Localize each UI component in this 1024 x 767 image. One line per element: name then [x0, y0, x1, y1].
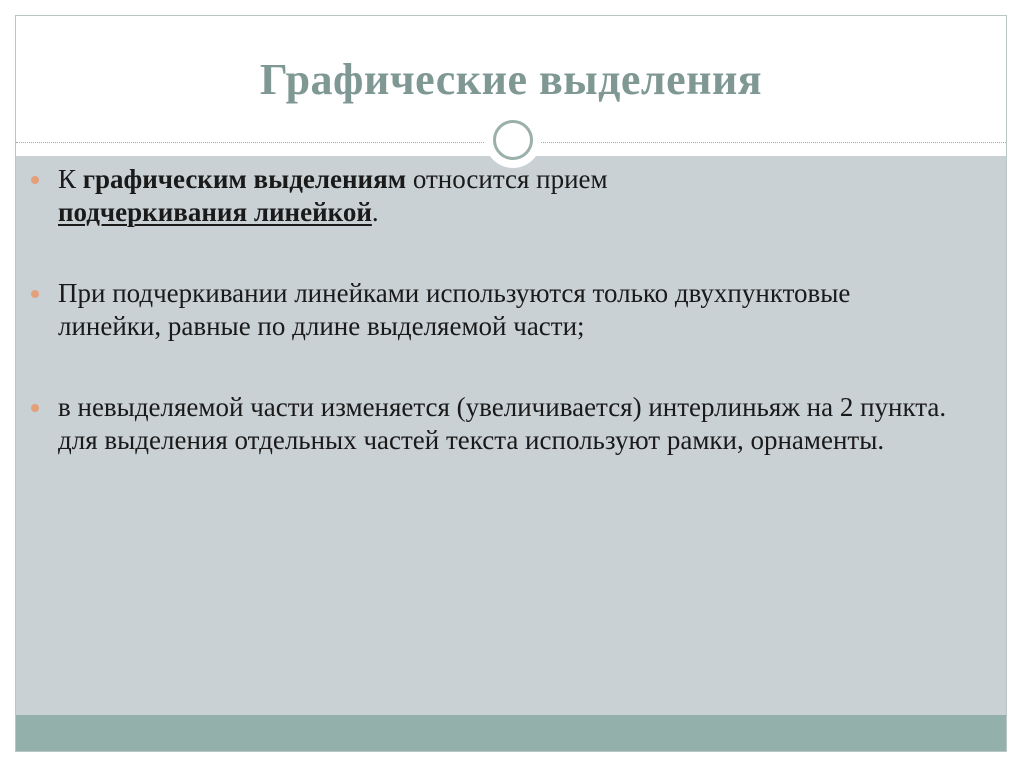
- footer-band: [16, 715, 1006, 751]
- bullet-bold-term: графическим выделениям: [82, 164, 407, 194]
- slide-title: Графические выделения: [259, 55, 763, 104]
- bullet-text-part: .: [371, 197, 379, 227]
- ring-icon: [493, 120, 533, 160]
- bullet-list: [30, 163, 950, 505]
- bullet-dot-icon: [31, 290, 39, 298]
- bullet-dot-icon: [31, 404, 39, 412]
- bullet-text: При подчеркивании линейками используются только двухпунктовые линейки, равные по длине выделяемой части;: [58, 278, 851, 341]
- bullet-dot-icon: [31, 176, 39, 184]
- bullet-text-part: К: [58, 164, 83, 194]
- circle-ornament-icon: [485, 112, 541, 168]
- bullet-underlined-term: подчеркивания линейкой: [58, 197, 372, 227]
- bullet-text: в невыделяемой части изменяется (увеличивается) интерлиньяж на 2 пункта. для выделения отдельных частей текста используют рамки, орнаменты.: [58, 392, 947, 455]
- bullet-item: [30, 277, 950, 343]
- bullet-item: [30, 163, 950, 229]
- bullet-text-part: относится прием: [406, 164, 608, 194]
- bullet-item: [30, 391, 950, 457]
